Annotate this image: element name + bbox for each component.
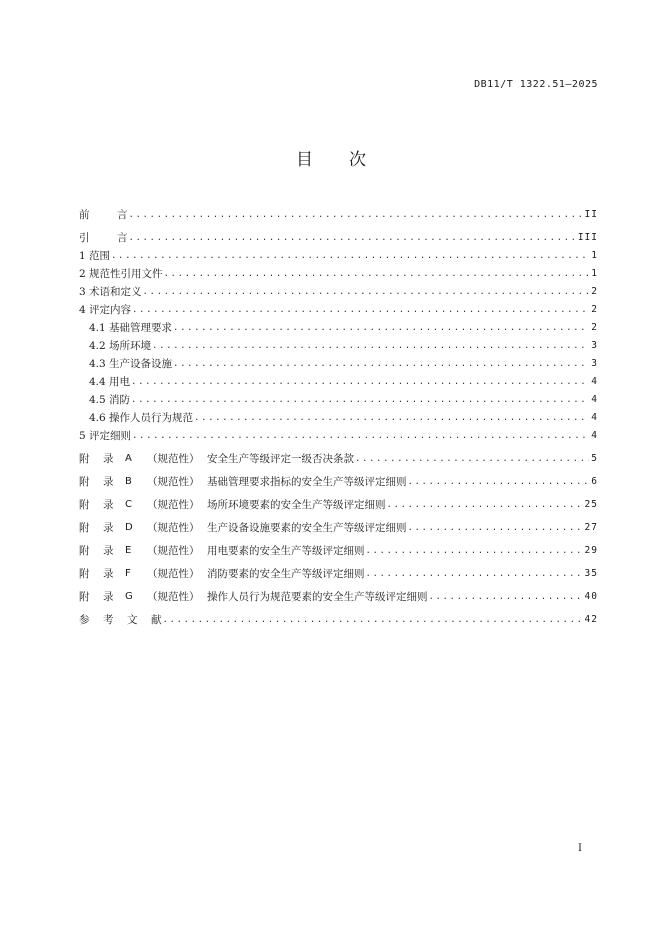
toc-entry-page: 5	[591, 453, 598, 464]
toc-annex-e[interactable]	[79, 534, 598, 557]
toc-entry-page: 1	[591, 268, 598, 279]
toc-entry-label: 附 录 B （规范性） 基础管理要求指标的安全生产等级评定细则	[79, 476, 407, 488]
toc-entry-page: II	[584, 209, 598, 220]
toc-entry-assessment-content[interactable]	[79, 298, 598, 316]
toc-entry-label: 附 录 D （规范性） 生产设备设施要素的安全生产等级评定细则	[79, 522, 407, 534]
toc-entry-label: 附 录 C （规范性） 场所环境要素的安全生产等级评定细则	[79, 499, 386, 511]
toc-entry-label: 2 规范性引用文件	[79, 268, 163, 280]
dot-leader	[366, 545, 583, 557]
dot-leader	[429, 591, 583, 603]
dot-leader	[111, 250, 589, 262]
dot-leader	[131, 394, 589, 406]
toc-entry-page: III	[577, 232, 598, 243]
dot-leader	[143, 286, 590, 298]
toc-entry-label: 4.6 操作人员行为规范	[89, 412, 194, 424]
toc-entry-label: 4.3 生产设备设施	[89, 358, 173, 370]
toc-entry-page: 40	[584, 591, 598, 602]
toc-entry-label: 前 言	[79, 209, 128, 221]
dot-leader	[387, 499, 583, 511]
table-of-contents	[79, 198, 598, 626]
dot-leader	[408, 522, 583, 534]
dot-leader	[129, 209, 583, 221]
toc-entry-page: 2	[591, 304, 598, 315]
dot-leader	[355, 453, 589, 465]
toc-entry-label: 附 录 G （规范性） 操作人员行为规范要素的安全生产等级评定细则	[79, 591, 428, 603]
toc-title-char: 次	[349, 150, 366, 170]
toc-entry-normative-references[interactable]	[79, 262, 598, 280]
toc-entry-label: 1 范围	[79, 250, 111, 262]
toc-entry-label: 附 录 E （规范性） 用电要素的安全生产等级评定细则	[79, 545, 365, 557]
toc-entry-page: 35	[584, 568, 598, 579]
toc-entry-label: 参 考 文 献	[79, 614, 162, 626]
toc-entry-introduction[interactable]	[79, 221, 598, 244]
toc-subentry-4-6[interactable]	[79, 406, 598, 424]
toc-entry-label: 4.4 用电	[89, 376, 131, 388]
toc-entry-page: 42	[584, 614, 598, 625]
toc-entry-label: 4.1 基础管理要求	[89, 322, 173, 334]
toc-entry-page: 4	[591, 412, 598, 423]
toc-subentry-4-3[interactable]	[79, 352, 598, 370]
toc-entry-page: 1	[591, 250, 598, 261]
dot-leader	[173, 358, 589, 370]
dot-leader	[164, 268, 590, 280]
dot-leader	[129, 232, 576, 244]
toc-entry-label: 4.5 消防	[89, 394, 131, 406]
document-code: DB11/T 1322.51—2025	[474, 79, 598, 90]
toc-entry-page: 27	[584, 522, 598, 533]
toc-entry-terms-definitions[interactable]	[79, 280, 598, 298]
toc-entry-page: 29	[584, 545, 598, 556]
toc-entry-label: 引 言	[79, 232, 128, 244]
toc-entry-page: 3	[591, 340, 598, 351]
toc-entry-bibliography[interactable]	[79, 603, 598, 626]
toc-entry-page: 4	[591, 430, 598, 441]
toc-entry-page: 6	[591, 476, 598, 487]
toc-entry-label: 4 评定内容	[79, 304, 132, 316]
toc-entry-label: 附 录 A （规范性） 安全生产等级评定一级否决条款	[79, 453, 354, 465]
toc-entry-page: 25	[584, 499, 598, 510]
toc-entry-label: 4.2 场所环境	[89, 340, 152, 352]
toc-entry-label: 3 术语和定义	[79, 286, 142, 298]
dot-leader	[132, 430, 589, 442]
dot-leader	[194, 412, 589, 424]
toc-title-char: 目	[296, 150, 313, 170]
dot-leader	[163, 614, 583, 626]
toc-entry-foreword[interactable]	[79, 198, 598, 221]
dot-leader	[131, 376, 589, 388]
toc-annex-b[interactable]	[79, 465, 598, 488]
toc-entry-page: 2	[591, 322, 598, 333]
dot-leader	[366, 568, 583, 580]
toc-annex-g[interactable]	[79, 580, 598, 603]
toc-annex-d[interactable]	[79, 511, 598, 534]
dot-leader	[152, 340, 589, 352]
toc-entry-page: 4	[591, 376, 598, 387]
page-number: I	[578, 843, 582, 854]
toc-annex-c[interactable]	[79, 488, 598, 511]
toc-subentry-4-5[interactable]	[79, 388, 598, 406]
dot-leader	[408, 476, 590, 488]
toc-entry-label: 5 评定细则	[79, 430, 132, 442]
toc-entry-page: 4	[591, 394, 598, 405]
toc-entry-scope[interactable]	[79, 244, 598, 262]
toc-entry-assessment-rules[interactable]	[79, 424, 598, 442]
toc-annex-a[interactable]	[79, 442, 598, 465]
dot-leader	[173, 322, 589, 334]
toc-entry-page: 2	[591, 286, 598, 297]
toc-entry-page: 3	[591, 358, 598, 369]
toc-entry-label: 附 录 F （规范性） 消防要素的安全生产等级评定细则	[79, 568, 365, 580]
toc-subentry-4-4[interactable]	[79, 370, 598, 388]
toc-subentry-4-1[interactable]	[79, 316, 598, 334]
toc-title	[0, 145, 662, 170]
dot-leader	[132, 304, 589, 316]
toc-subentry-4-2[interactable]	[79, 334, 598, 352]
toc-annex-f[interactable]	[79, 557, 598, 580]
